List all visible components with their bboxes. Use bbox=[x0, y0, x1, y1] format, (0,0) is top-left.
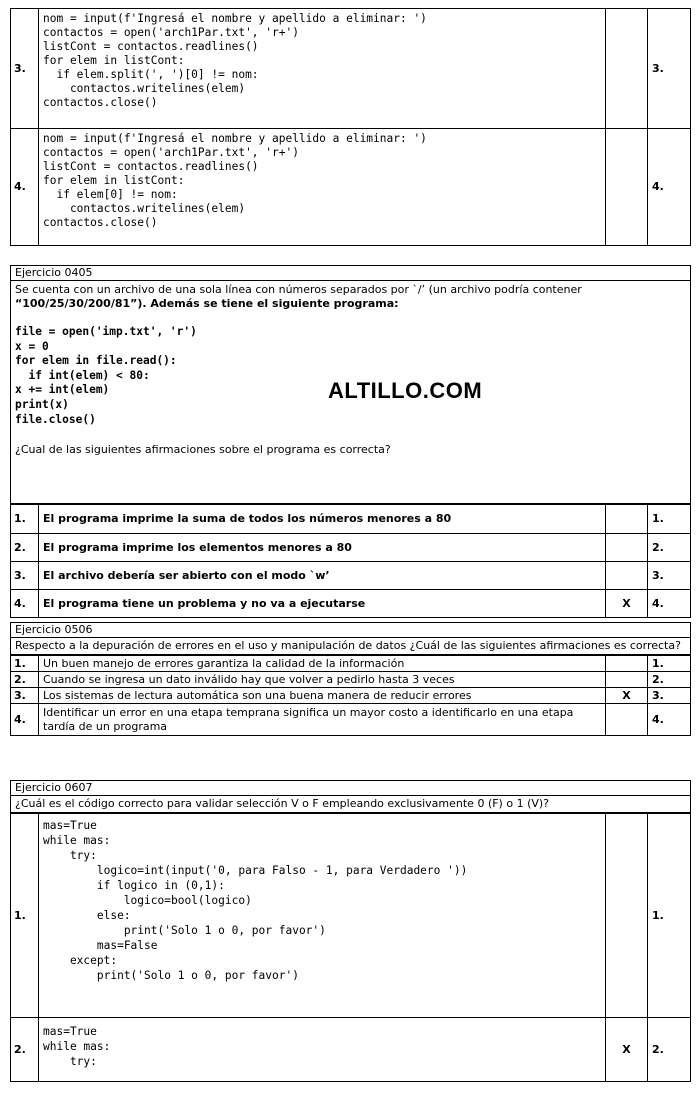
exercise-title: Ejercicio 0607 bbox=[10, 780, 691, 796]
option-number: 1. bbox=[11, 656, 39, 672]
option-number: 4. bbox=[11, 704, 39, 736]
option-row bbox=[11, 129, 691, 246]
answer-mark: X bbox=[606, 1018, 648, 1082]
option-number-right: 2. bbox=[648, 672, 691, 688]
answer-mark bbox=[606, 129, 648, 246]
option-number: 3. bbox=[11, 9, 39, 129]
option-text: Identificar un error en una etapa temprana significa un mayor costo a identificarlo en una etapa tardía de un programa bbox=[39, 704, 606, 736]
option-row bbox=[11, 9, 691, 129]
option-text: Cuando se ingresa un dato inválido hay que volver a pedirlo hasta 3 veces bbox=[39, 672, 606, 688]
answer-mark bbox=[606, 562, 648, 590]
option-code: nom = input(f'Ingresá el nombre y apellido a eliminar: ') contactos = open('arch1Par.txt', 'r+') listCont = contactos.readlines() for elem in listCont: if elem.split(', ')[0] != nom: contactos.writelines(elem) contactos.close() bbox=[39, 9, 606, 129]
option-number-right: 3. bbox=[648, 688, 691, 704]
option-row bbox=[11, 704, 691, 736]
answer-mark: X bbox=[606, 590, 648, 618]
option-number: 4. bbox=[11, 129, 39, 246]
option-row bbox=[11, 562, 691, 590]
option-number-right: 3. bbox=[648, 9, 691, 129]
program-code: file = open('imp.txt', 'r') x = 0 for elem in file.read(): if int(elem) < 80: x += int(elem) print(x) file.close() bbox=[15, 325, 197, 426]
option-row bbox=[11, 672, 691, 688]
option-text: Los sistemas de lectura automática son una buena manera de reducir errores bbox=[39, 688, 606, 704]
option-number: 2. bbox=[11, 672, 39, 688]
answer-mark bbox=[606, 656, 648, 672]
exercise-title: Ejercicio 0405 bbox=[10, 265, 691, 281]
question-text: Respecto a la depuración de errores en el uso y manipulación de datos ¿Cuál de las siguientes afirmaciones es correcta? bbox=[10, 638, 691, 655]
watermark: ALTILLO.COM bbox=[328, 378, 483, 403]
intro-line: “100/25/30/200/81”). Además se tiene el siguiente programa: bbox=[15, 297, 399, 310]
question-text: ¿Cual de las siguientes afirmaciones sobre el programa es correcta? bbox=[15, 443, 391, 457]
option-row bbox=[11, 590, 691, 618]
option-number-right: 2. bbox=[648, 534, 691, 562]
answer-mark bbox=[606, 672, 648, 688]
answer-mark bbox=[606, 534, 648, 562]
option-code: mas=True while mas: try: bbox=[39, 1018, 606, 1082]
answer-mark: X bbox=[606, 688, 648, 704]
option-number: 3. bbox=[11, 562, 39, 590]
intro-line: Se cuenta con un archivo de una sola línea con números separados por `/’ (un archivo podría contener bbox=[15, 283, 582, 296]
option-number-right: 1. bbox=[648, 814, 691, 1018]
option-number-right: 3. bbox=[648, 562, 691, 590]
exercise-title: Ejercicio 0506 bbox=[10, 622, 691, 638]
exercise-0506 bbox=[10, 622, 691, 736]
option-text: El archivo debería ser abierto con el modo `w’ bbox=[39, 562, 606, 590]
option-text: El programa imprime los elementos menores a 80 bbox=[39, 534, 606, 562]
option-row bbox=[11, 688, 691, 704]
answer-mark bbox=[606, 505, 648, 534]
answer-mark bbox=[606, 814, 648, 1018]
option-code: nom = input(f'Ingresá el nombre y apellido a eliminar: ') contactos = open('arch1Par.txt', 'r+') listCont = contactos.readlines() for elem in listCont: if elem[0] != nom: contactos.writelines(elem) contactos.close() bbox=[39, 129, 606, 246]
option-number-right: 4. bbox=[648, 129, 691, 246]
exercise-0405 bbox=[10, 265, 691, 618]
option-text: Un buen manejo de errores garantiza la calidad de la información bbox=[39, 656, 606, 672]
option-number-right: 2. bbox=[648, 1018, 691, 1082]
option-row bbox=[11, 814, 691, 1018]
question-text: ¿Cuál es el código correcto para validar selección V o F empleando exclusivamente 0 (F) o 1 (V)? bbox=[10, 796, 691, 813]
option-text: El programa tiene un problema y no va a ejecutarse bbox=[39, 590, 606, 618]
option-text: El programa imprime la suma de todos los números menores a 80 bbox=[39, 505, 606, 534]
option-number: 2. bbox=[11, 534, 39, 562]
option-row bbox=[11, 505, 691, 534]
option-row bbox=[11, 534, 691, 562]
option-number: 2. bbox=[11, 1018, 39, 1082]
option-number-right: 4. bbox=[648, 704, 691, 736]
option-row bbox=[11, 656, 691, 672]
option-number: 4. bbox=[11, 590, 39, 618]
option-number-right: 1. bbox=[648, 505, 691, 534]
option-number-right: 1. bbox=[648, 656, 691, 672]
option-row bbox=[11, 1018, 691, 1082]
exercise-0607 bbox=[10, 780, 691, 1082]
answer-mark bbox=[606, 704, 648, 736]
option-number: 3. bbox=[11, 688, 39, 704]
option-number-right: 4. bbox=[648, 590, 691, 618]
answer-mark bbox=[606, 9, 648, 129]
prev-exercise-options bbox=[10, 8, 691, 246]
option-code: mas=True while mas: try: logico=int(input('0, para Falso - 1, para Verdadero ')) if logico in (0,1): logico=bool(logico) else: print('Solo 1 o 0, por favor') mas=False except: print('Solo 1 o 0, por favor') bbox=[39, 814, 606, 1018]
option-number: 1. bbox=[11, 505, 39, 534]
option-number: 1. bbox=[11, 814, 39, 1018]
